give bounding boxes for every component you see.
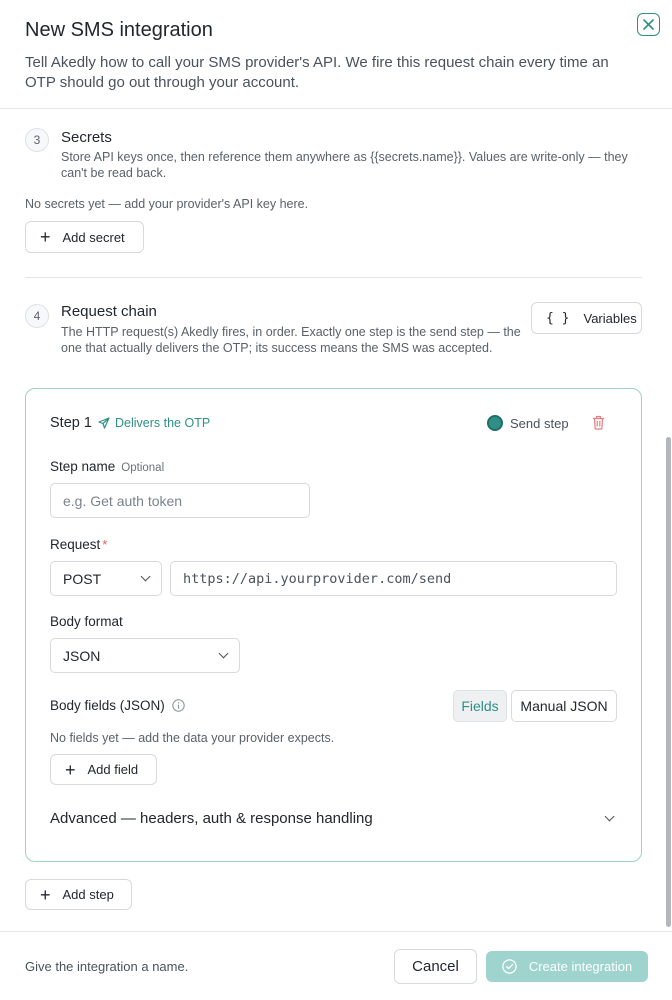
dialog-title: New SMS integration	[25, 19, 213, 41]
section-number-request-chain: 4	[25, 304, 49, 328]
close-icon	[643, 19, 654, 30]
request-label-row	[50, 537, 107, 552]
url-input[interactable]	[170, 561, 617, 596]
section-number-secrets: 3	[25, 128, 49, 152]
add-step-label: Add step	[62, 887, 114, 902]
variables-label: Variables	[583, 310, 637, 326]
create-integration-label: Create integration	[528, 959, 633, 974]
add-secret-button[interactable]	[25, 221, 144, 253]
section-title-request-chain: Request chain	[61, 303, 157, 320]
step-card	[25, 388, 642, 862]
body-fields-label: Body fields (JSON)	[50, 698, 165, 713]
dialog-subtitle: Tell Akedly how to call your SMS provider's API. We fire this request chain every time an OTP should go out through your account.	[25, 54, 609, 91]
dialog-footer	[0, 931, 672, 1000]
no-fields-text: No fields yet — add the data your provider expects.	[50, 731, 335, 745]
dialog-header	[0, 0, 672, 109]
section-description-request-chain: The HTTP request(s) Akedly fires, in order. Exactly one step is the send step — the one that actually delivers the OTP; its success means the SMS was accepted.	[61, 325, 521, 355]
plus-icon: +	[40, 227, 51, 247]
step-name-input[interactable]	[50, 483, 310, 518]
chevron-down-icon	[605, 812, 615, 822]
add-step-button[interactable]	[25, 879, 132, 910]
body-format-value: JSON	[63, 647, 101, 664]
section-divider	[25, 277, 642, 278]
required-mark: *	[102, 537, 108, 552]
body-format-select[interactable]	[50, 638, 240, 673]
chevron-down-icon	[141, 572, 151, 582]
add-secret-label: Add secret	[62, 229, 125, 245]
delete-step-button[interactable]	[592, 415, 605, 435]
add-field-button[interactable]	[50, 754, 157, 785]
close-button[interactable]	[637, 13, 660, 36]
add-field-label: Add field	[87, 762, 139, 777]
braces-icon: { }	[546, 310, 570, 326]
footer-hint: Give the integration a name.	[25, 959, 189, 974]
send-step-label: Send step	[510, 415, 569, 431]
chevron-down-icon	[219, 649, 229, 659]
secrets-empty-text: No secrets yet — add your provider's API key here.	[25, 197, 309, 211]
request-label: Request	[50, 537, 101, 552]
plus-icon: +	[65, 759, 76, 780]
step-name-label: Step name	[50, 459, 116, 474]
section-title-secrets: Secrets	[61, 129, 112, 146]
step-name-placeholder: e.g. Get auth token	[63, 492, 183, 509]
check-circle-icon	[502, 959, 517, 974]
optional-label: Optional	[121, 462, 165, 474]
cancel-button[interactable]: Cancel	[394, 949, 477, 984]
url-placeholder: https://api.yourprovider.com/send	[183, 570, 452, 587]
send-icon	[98, 417, 110, 429]
create-integration-button[interactable]	[486, 951, 648, 982]
scrollbar[interactable]	[666, 437, 671, 927]
variables-button[interactable]	[531, 302, 642, 334]
delivers-otp-badge	[98, 416, 210, 430]
trash-icon	[592, 415, 605, 430]
body-format-label: Body format	[50, 614, 123, 629]
radio-selected-icon	[487, 415, 503, 431]
info-icon[interactable]	[172, 699, 185, 712]
manual-json-mode-tab[interactable]: Manual JSON	[511, 690, 617, 722]
section-description-secrets: Store API keys once, then reference them anywhere as {{secrets.name}}. Values are write-only — they can't be read back.	[61, 150, 628, 180]
method-value: POST	[63, 570, 102, 587]
delivers-otp-label: Delivers the OTP	[115, 416, 211, 430]
send-step-radio[interactable]	[487, 415, 569, 431]
fields-mode-tab[interactable]: Fields	[453, 690, 507, 722]
method-select[interactable]	[50, 561, 162, 596]
body-fields-label-row	[50, 698, 185, 713]
advanced-label: Advanced — headers, auth & response handling	[50, 810, 373, 827]
advanced-section-toggle[interactable]	[50, 810, 617, 827]
step-title: Step 1	[50, 415, 92, 431]
plus-icon: +	[40, 884, 51, 905]
step-name-label-row	[50, 459, 164, 474]
